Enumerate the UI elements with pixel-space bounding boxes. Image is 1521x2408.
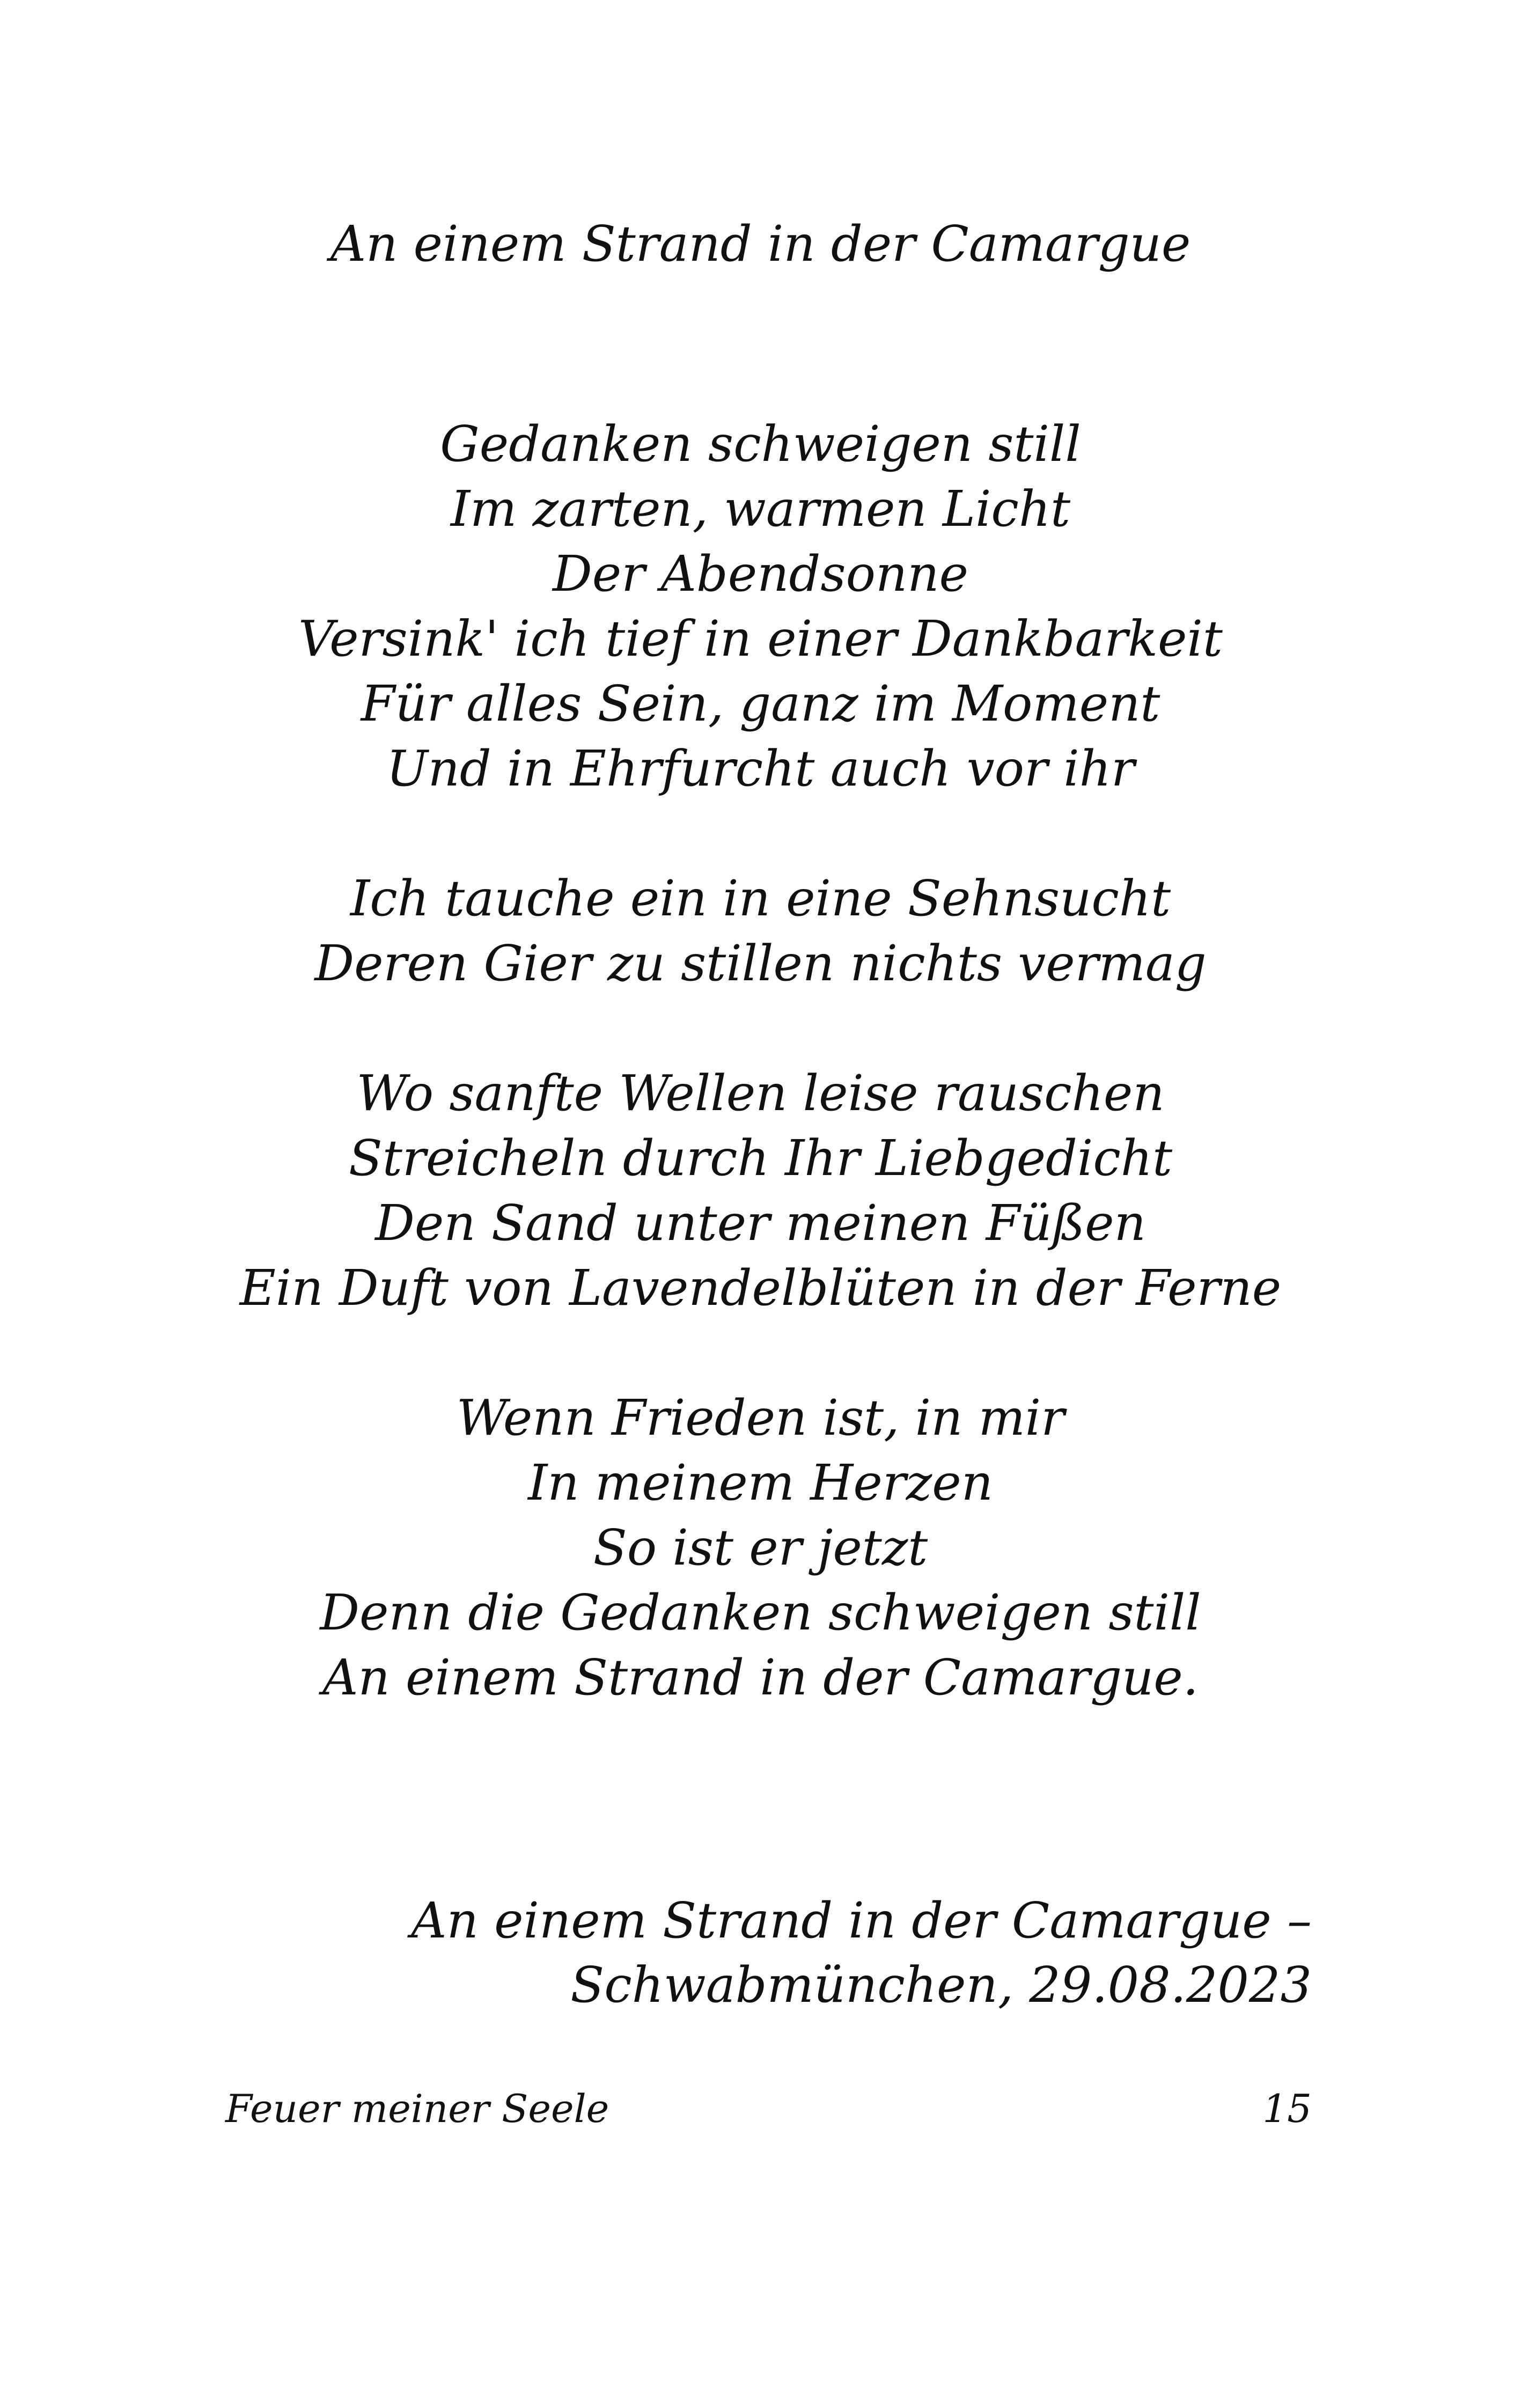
signature-title-line: An einem Strand in der Camargue – [411,1892,1312,1949]
running-footer-book-title: Feuer meiner Seele [225,2086,609,2131]
poem-line: Gedanken schweigen still [440,415,1081,473]
poem-line: Wo sanfte Wellen leise rauschen [356,1064,1165,1122]
poem-line: In meinem Herzen [528,1454,993,1511]
poem-line: Für alles Sein, ganz im Moment [361,675,1160,732]
stanza-2 [0,866,1521,996]
poem-line: An einem Strand in der Camargue. [322,1649,1199,1706]
stanza-1 [0,412,1521,801]
poem-line: Denn die Gedanken schweigen still [320,1584,1201,1641]
poem-line: Der Abendsonne [553,545,968,603]
signature-place-date: Schwabmünchen, 29.08.2023 [570,1956,1312,2014]
poem-line: Streicheln durch Ihr Liebgedicht [348,1129,1173,1187]
poem-line: Ich tauche ein in eine Sehnsucht [350,870,1171,927]
poem-line: Versink' ich tief in einer Dankbarkeit [298,610,1223,667]
page-number: 15 [1262,2086,1312,2131]
poem-line: Ein Duft von Lavendelblüten in der Ferne [239,1259,1282,1317]
poem-signature [411,1889,1312,2017]
poem-line: Den Sand unter meinen Füßen [375,1194,1146,1252]
poem-line: So ist er jetzt [593,1519,928,1576]
stanza-3 [0,1061,1521,1320]
poem-body [0,412,1521,1710]
stanza-4 [0,1385,1521,1710]
poem-title: An einem Strand in der Camargue [330,215,1191,273]
poem-line: Wenn Frieden ist, in mir [456,1389,1065,1447]
poem-line: Im zarten, warmen Licht [450,480,1071,538]
poem-line: Und in Ehrfurcht auch vor ihr [386,740,1135,797]
poem-line: Deren Gier zu stillen nichts vermag [314,935,1207,992]
